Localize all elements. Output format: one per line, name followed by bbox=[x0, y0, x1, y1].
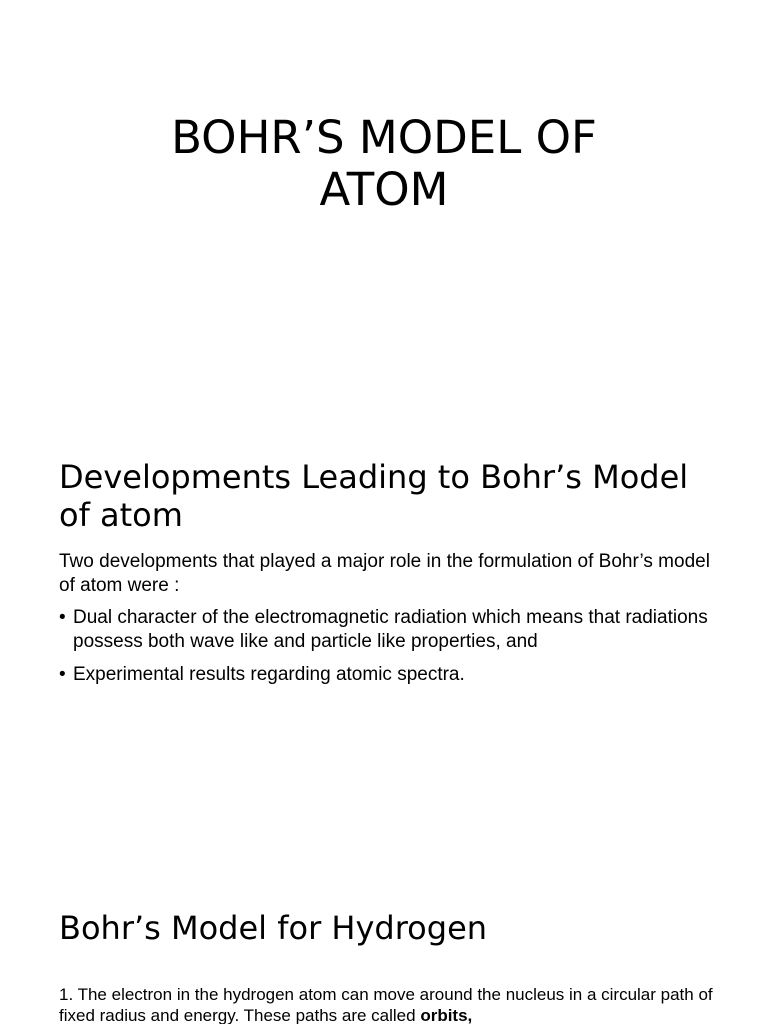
list-item bbox=[59, 663, 719, 687]
point-text bbox=[59, 984, 719, 1024]
point-text-bold: orbits, bbox=[420, 1006, 473, 1024]
point-text-body: 1. The electron in the hydrogen atom can move around the nucleus in a circular path of fixed radius and energy. These paths are called bbox=[59, 985, 713, 1024]
intro-text: Two developments that played a major role in the formulation of Bohr’s model of atom were : bbox=[59, 551, 710, 596]
slide-heading: Developments Leading to Bohr’s Model of atom bbox=[59, 458, 689, 534]
list-item bbox=[59, 606, 719, 654]
bullet-list bbox=[59, 606, 719, 696]
title-line-2: ATOM bbox=[319, 163, 449, 216]
page-title bbox=[0, 112, 768, 216]
bullet-text: Dual character of the electromagnetic radiation which means that radiations possess both wave like and particle like properties, and bbox=[73, 607, 708, 652]
slide-developments bbox=[0, 430, 768, 860]
bullet-text: Experimental results regarding atomic spectra. bbox=[73, 664, 465, 685]
bullet-icon: • bbox=[59, 607, 66, 628]
slide-heading: Bohr’s Model for Hydrogen bbox=[59, 909, 488, 947]
slide-title bbox=[0, 0, 768, 430]
title-line-1: BOHR’S MODEL OF bbox=[171, 111, 597, 164]
bullet-icon: • bbox=[59, 664, 66, 685]
slide-bohr-hydrogen bbox=[0, 860, 768, 1024]
